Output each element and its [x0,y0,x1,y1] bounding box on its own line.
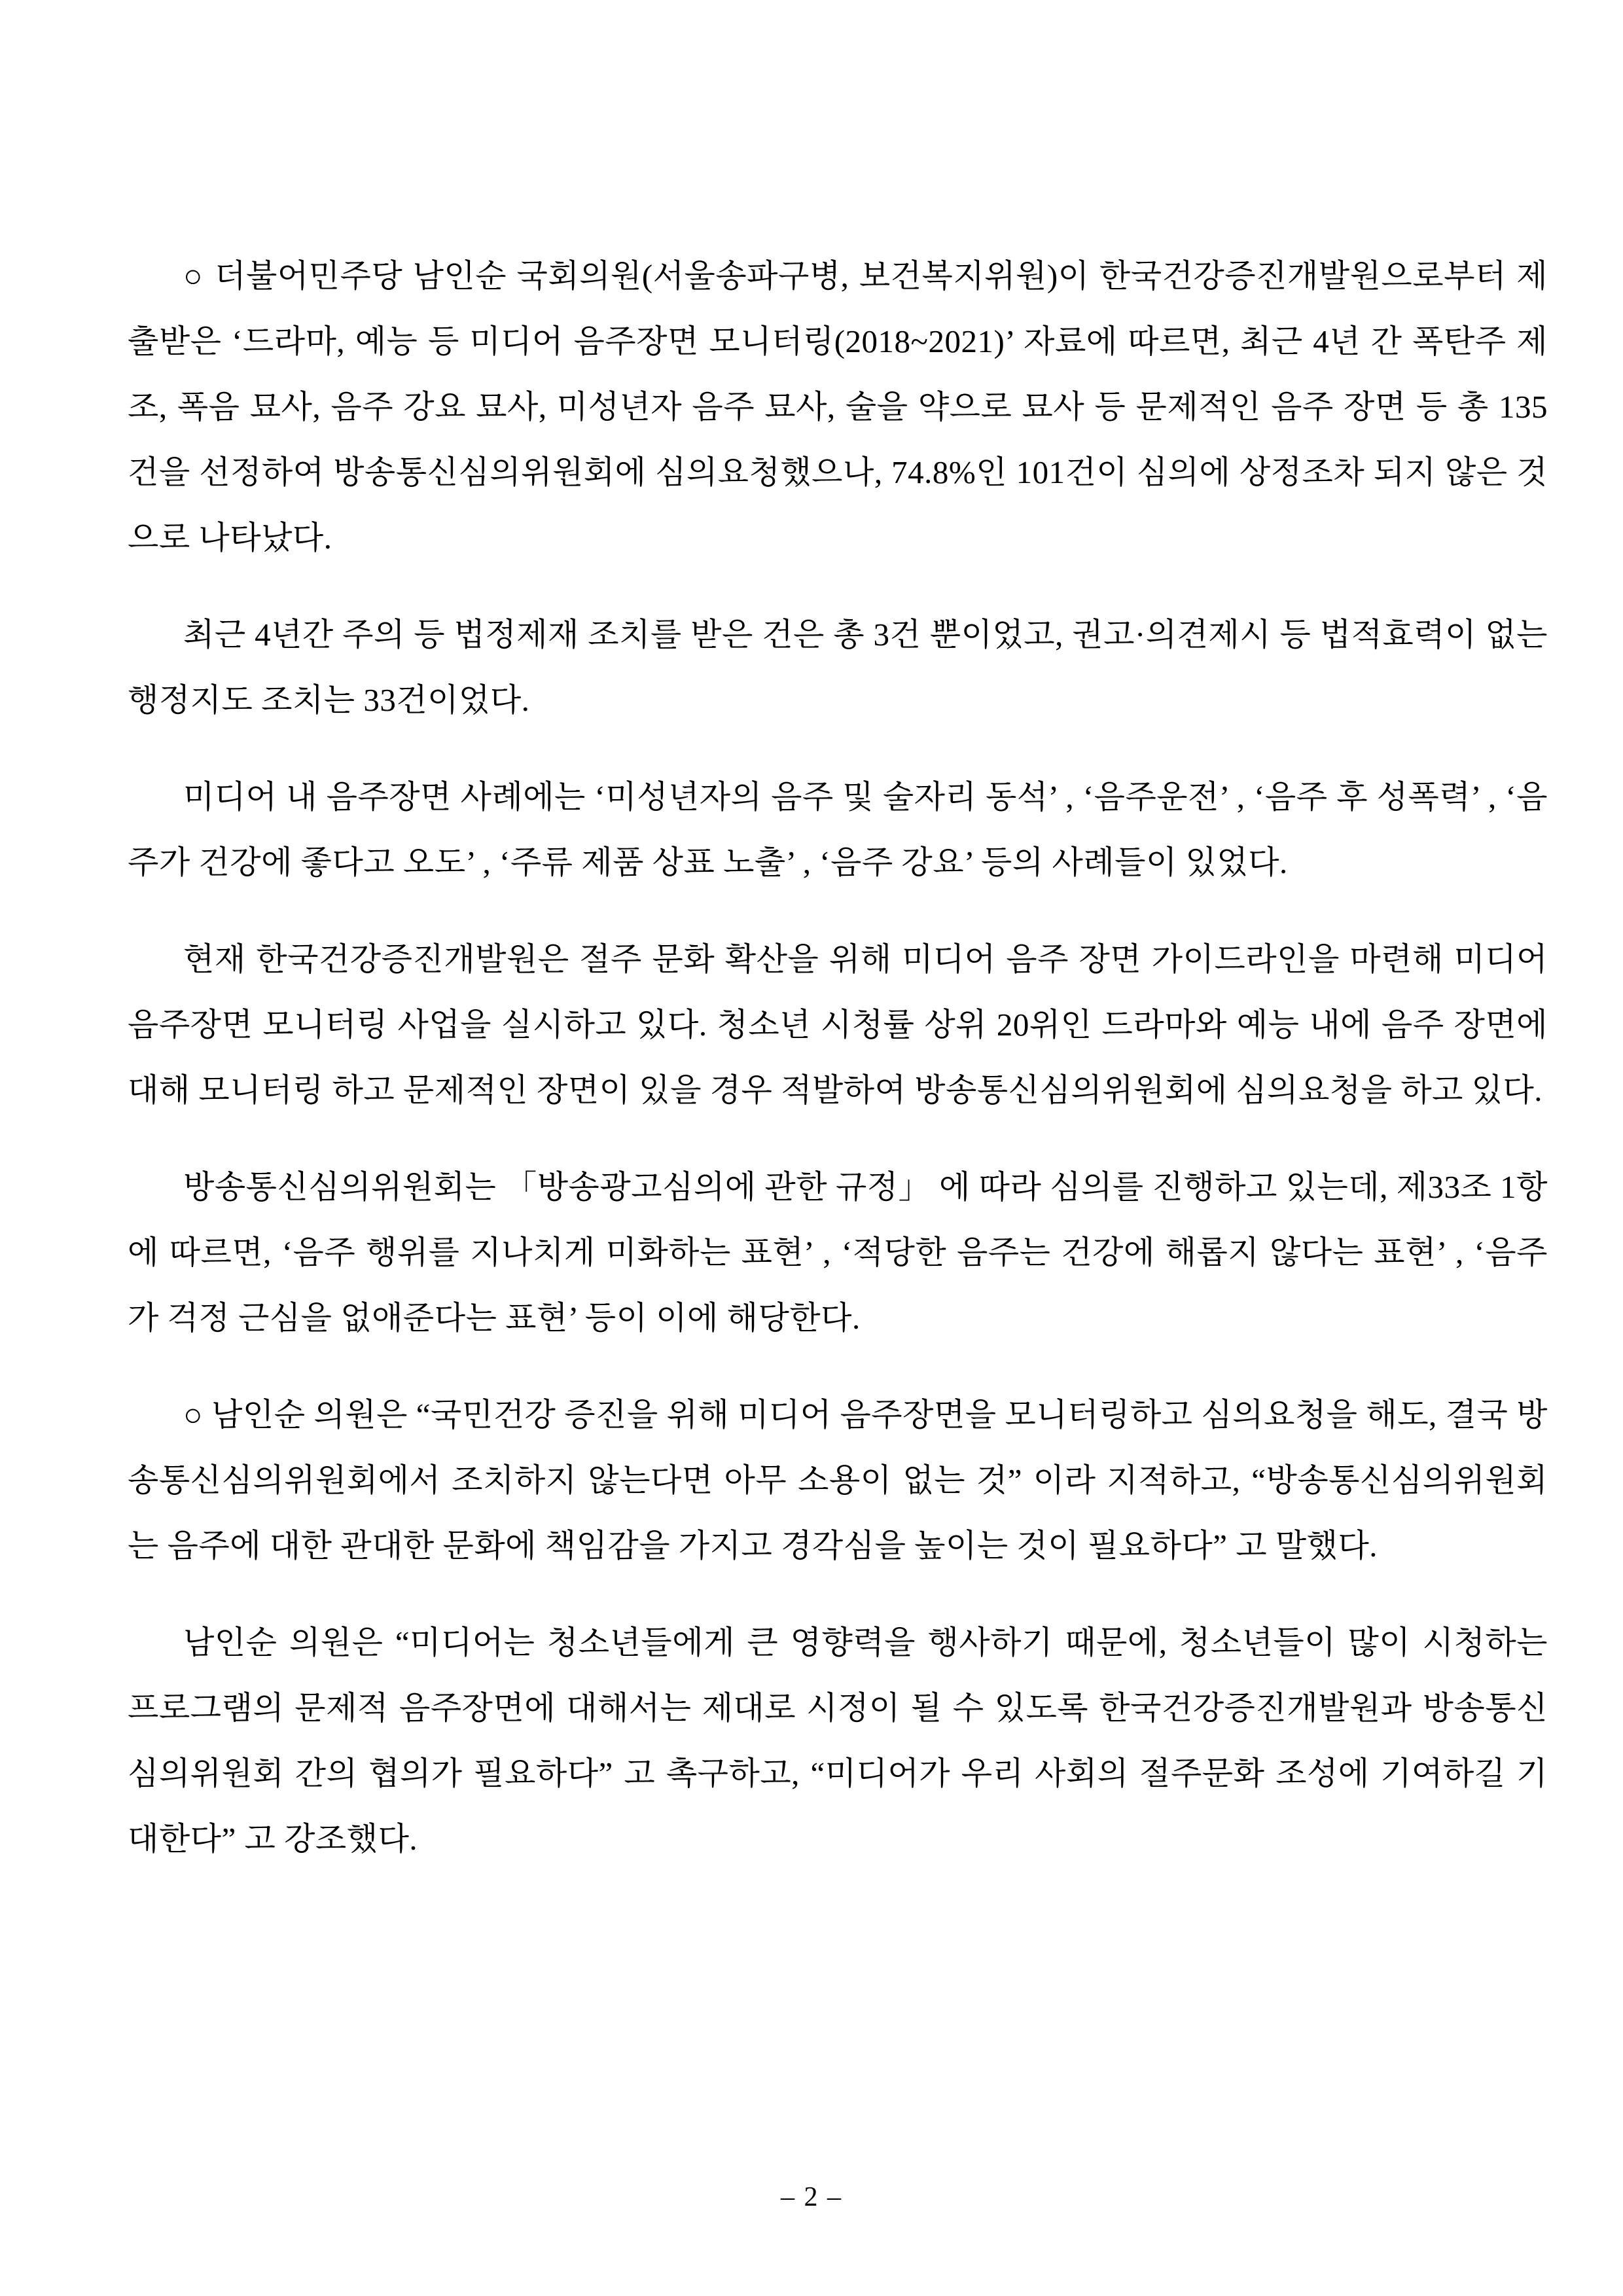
paragraph-6: ○ 남인순 의원은 “국민건강 증진을 위해 미디어 음주장면을 모니터링하고 심의요청을 해도, 결국 방송통신심의위원회에서 조치하지 않는다면 아무 소용이 없는 것” 이라 지적하고, “방송통신심의위원회는 음주에 대한 관대한 문화에 책임감을 가지고 경각심을 높이는 것이 필요하다” 고 말했다. [128,1397,1548,1564]
paragraph-3: 미디어 내 음주장면 사례에는 ‘미성년자의 음주 및 술자리 동석’ , ‘음주운전’ , ‘음주 후 성폭력’ , ‘음주가 건강에 좋다고 오도’ , ‘주류 제품 상표 노출’ , ‘음주 강요’ 등의 사례들이 있었다. [128,779,1548,880]
document-body [128,243,1548,1903]
page-footer [0,2181,1623,2214]
paragraph-4: 현재 한국건강증진개발원은 절주 문화 확산을 위해 미디어 음주 장면 가이드라인을 마련해 미디어 음주장면 모니터링 사업을 실시하고 있다. 청소년 시청률 상위 20위인 드라마와 예능 내에 음주 장면에 대해 모니터링 하고 문제적인 장면이 있을 경우 적발하여 방송통신심의위원회에 심의요청을 하고 있다. [128,941,1548,1108]
paragraph-7: 남인순 의원은 “미디어는 청소년들에게 큰 영향력을 행사하기 때문에, 청소년들이 많이 시청하는 프로그램의 문제적 음주장면에 대해서는 제대로 시정이 될 수 있도록 한국건강증진개발원과 방송통신심의위원회 간의 협의가 필요하다” 고 촉구하고, “미디어가 우리 사회의 절주문화 조성에 기여하길 기대한다” 고 강조했다. [128,1624,1548,1857]
paragraph-1: ○ 더불어민주당 남인순 국회의원(서울송파구병, 보건복지위원)이 한국건강증진개발원으로부터 제출받은 ‘드라마, 예능 등 미디어 음주장면 모니터링(2018~2021)’ 자료에 따르면, 최근 4년 간 폭탄주 제조, 폭음 묘사, 음주 강요 묘사, 미성년자 음주 묘사, 술을 약으로 묘사 등 문제적인 음주 장면 등 총 135건을 선정하여 방송통신심의위원회에 심의요청했으나, 74.8%인 101건이 심의에 상정조차 되지 않은 것으로 나타났다. [128,258,1548,556]
paragraph-2: 최근 4년간 주의 등 법정제재 조치를 받은 건은 총 3건 뿐이었고, 권고·의견제시 등 법적효력이 없는 행정지도 조치는 33건이었다. [128,617,1548,718]
paragraph-5: 방송통신심의위원회는 「방송광고심의에 관한 규정」 에 따라 심의를 진행하고 있는데, 제33조 1항에 따르면, ‘음주 행위를 지나치게 미화하는 표현’ , ‘적당한 음주는 건강에 해롭지 않다는 표현’ , ‘음주가 걱정 근심을 없애준다는 표현’ 등이 이에 해당한다. [128,1169,1548,1336]
page-number: – 2 – [781,2182,842,2212]
